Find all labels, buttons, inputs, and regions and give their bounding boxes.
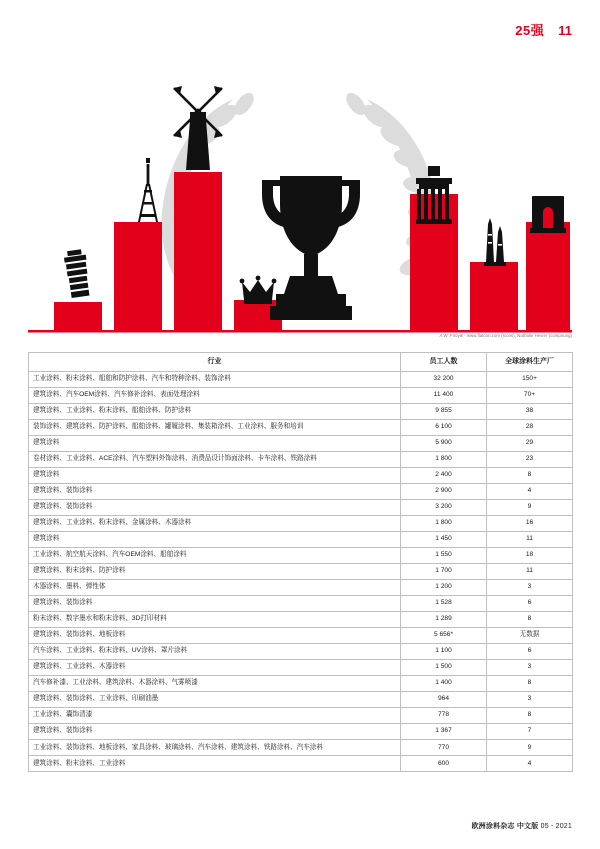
- cell-plants: 150+: [487, 371, 573, 387]
- cell-plants: 7: [487, 724, 573, 740]
- cell-plants: 4: [487, 756, 573, 772]
- top25-badge: 25强: [515, 23, 545, 38]
- cell-plants: 8: [487, 676, 573, 692]
- cell-staff: 1 400: [401, 676, 487, 692]
- page-header: [515, 20, 572, 39]
- table-row: [29, 692, 573, 708]
- cell-industry: 建筑涂料、装饰涂料、工业涂料、印刷油墨: [29, 692, 401, 708]
- cell-staff: 1 200: [401, 579, 487, 595]
- cell-staff: 770: [401, 740, 487, 756]
- table-row: [29, 371, 573, 387]
- table-row: [29, 660, 573, 676]
- cell-industry: 建筑涂料、粉末涂料、防护涂料: [29, 563, 401, 579]
- cell-staff: 1 700: [401, 563, 487, 579]
- cell-staff: 1 500: [401, 660, 487, 676]
- cell-staff: 1 367: [401, 724, 487, 740]
- table-row: [29, 595, 573, 611]
- table-row: [29, 547, 573, 563]
- table-row: [29, 628, 573, 644]
- table-row: [29, 483, 573, 499]
- cell-industry: 建筑涂料、装饰涂料: [29, 499, 401, 515]
- cell-plants: 38: [487, 403, 573, 419]
- cell-staff: 2 900: [401, 483, 487, 499]
- cell-staff: 5 900: [401, 435, 487, 451]
- cell-plants: 3: [487, 692, 573, 708]
- table-row: [29, 403, 573, 419]
- cell-industry: 汽车涂料、工业涂料、粉末涂料、UV涂料、罩片涂料: [29, 644, 401, 660]
- cell-industry: 建筑涂料: [29, 467, 401, 483]
- image-credit: A.W. Firoyik - www.flatcon.com (Icons), Nathalie Hevier (compoung): [439, 332, 572, 338]
- table-row: [29, 515, 573, 531]
- cell-staff: 1 800: [401, 515, 487, 531]
- cell-plants: 8: [487, 708, 573, 724]
- table-row: [29, 531, 573, 547]
- cell-industry: 卷材涂料、工业涂料、ACE涂料、汽车塑料外饰涂料、消费品设计饰面涂料、卡车涂料、铁路涂料: [29, 451, 401, 467]
- table-row: [29, 419, 573, 435]
- cell-staff: 1 289: [401, 611, 487, 627]
- cell-staff: 11 400: [401, 387, 487, 403]
- cell-industry: 工业涂料、囊饰清漆: [29, 708, 401, 724]
- cell-industry: 工业涂料、航空航天涂料、汽车OEM涂料、船舶涂料: [29, 547, 401, 563]
- cell-staff: 1 528: [401, 595, 487, 611]
- cell-plants: 18: [487, 547, 573, 563]
- cell-plants: 3: [487, 660, 573, 676]
- cell-staff: 964: [401, 692, 487, 708]
- sagrada-familia-icon: [484, 218, 506, 266]
- table-header-row: [29, 353, 573, 372]
- table-row: [29, 499, 573, 515]
- cell-industry: 建筑涂料、装饰涂料: [29, 483, 401, 499]
- cell-plants: 9: [487, 740, 573, 756]
- cell-industry: 建筑涂料、工业涂料、木器涂料: [29, 660, 401, 676]
- cell-staff: 1 450: [401, 531, 487, 547]
- cell-staff: 1 100: [401, 644, 487, 660]
- cell-industry: 工业涂料、装饰涂料、地板涂料、家具涂料、玻璃涂料、汽车涂料、建筑涂料、铁路涂料、汽车涂料: [29, 740, 401, 756]
- cell-staff: 6 100: [401, 419, 487, 435]
- cell-staff: 600: [401, 756, 487, 772]
- cell-staff: 2 400: [401, 467, 487, 483]
- leaning-tower-of-pisa-icon: [63, 249, 91, 299]
- cell-plants: 29: [487, 435, 573, 451]
- crown-icon: [240, 276, 277, 304]
- cell-staff: 1 550: [401, 547, 487, 563]
- cell-industry: 建筑涂料、粉末涂料、工业涂料: [29, 756, 401, 772]
- company-data-table: [28, 352, 572, 772]
- table-row: [29, 435, 573, 451]
- table-row: [29, 724, 573, 740]
- cell-staff: 1 800: [401, 451, 487, 467]
- cell-staff: 32 200: [401, 371, 487, 387]
- cell-industry: 建筑涂料、工业涂料、粉末涂料、金属涂料、木器涂料: [29, 515, 401, 531]
- cell-industry: 建筑涂料、装饰涂料: [29, 595, 401, 611]
- cell-staff: 3 200: [401, 499, 487, 515]
- issue-label: 05 - 2021: [540, 823, 572, 830]
- table-row: [29, 467, 573, 483]
- cell-industry: 建筑涂料、汽车OEM涂料、汽车修补涂料、表面处理涂料: [29, 387, 401, 403]
- table-row: [29, 387, 573, 403]
- cell-plants: 8: [487, 467, 573, 483]
- table-row: [29, 756, 573, 772]
- page-footer: [471, 821, 572, 831]
- table-row: [29, 708, 573, 724]
- cell-plants: 6: [487, 595, 573, 611]
- edition-label: 中文版: [516, 823, 539, 830]
- column-header-staff: 员工人数: [401, 353, 487, 372]
- table-row: [29, 740, 573, 756]
- cell-industry: 工业涂料、粉末涂料、船舶和防护涂料、汽车和特种涂料、装饰涂料: [29, 371, 401, 387]
- cell-staff: 9 855: [401, 403, 487, 419]
- cell-plants: 23: [487, 451, 573, 467]
- column-header-industry: 行业: [29, 353, 401, 372]
- arch-monument-icon: [530, 196, 566, 233]
- table-row: [29, 676, 573, 692]
- hero-illustration: [28, 44, 572, 340]
- table-row: [29, 611, 573, 627]
- eiffel-tower-icon: [138, 158, 158, 222]
- cell-industry: 装饰涂料、建筑涂料、防护涂料、船舶涂料、罐履涂料、集装箱涂料、工业涂料、服务和培训: [29, 419, 401, 435]
- cell-industry: 粉末涂料、数字墨水和粉末涂料、3D打印材料: [29, 611, 401, 627]
- table-row: [29, 579, 573, 595]
- cell-industry: 建筑涂料、装饰涂料: [29, 724, 401, 740]
- cell-plants: 3: [487, 579, 573, 595]
- cell-plants: 6: [487, 644, 573, 660]
- cell-plants: 4: [487, 483, 573, 499]
- cell-plants: 无数据: [487, 628, 573, 644]
- cell-industry: 建筑涂料: [29, 435, 401, 451]
- cell-industry: 建筑涂料、装饰涂料、地板涂料: [29, 628, 401, 644]
- page-number: 11: [558, 23, 572, 38]
- table-row: [29, 644, 573, 660]
- table-row: [29, 451, 573, 467]
- cell-plants: 16: [487, 515, 573, 531]
- cell-plants: 11: [487, 531, 573, 547]
- cell-industry: 建筑涂料: [29, 531, 401, 547]
- column-header-plants: 全球涂料生产厂: [487, 353, 573, 372]
- cell-plants: 8: [487, 611, 573, 627]
- cell-plants: 70+: [487, 387, 573, 403]
- trophy-icon: [262, 176, 360, 320]
- magazine-name: 欧洲涂料杂志: [471, 823, 515, 830]
- table-row: [29, 563, 573, 579]
- cell-plants: 11: [487, 563, 573, 579]
- cell-industry: 建筑涂料、工业涂料、粉末涂料、船舶涂料、防护涂料: [29, 403, 401, 419]
- cell-plants: 9: [487, 499, 573, 515]
- cell-staff: 778: [401, 708, 487, 724]
- cell-plants: 28: [487, 419, 573, 435]
- cell-staff: 5 656*: [401, 628, 487, 644]
- cell-industry: 汽车修补漆、工业涂料、建筑涂料、木器涂料、气雾喷漆: [29, 676, 401, 692]
- cell-industry: 木器涂料、墨料、弹性体: [29, 579, 401, 595]
